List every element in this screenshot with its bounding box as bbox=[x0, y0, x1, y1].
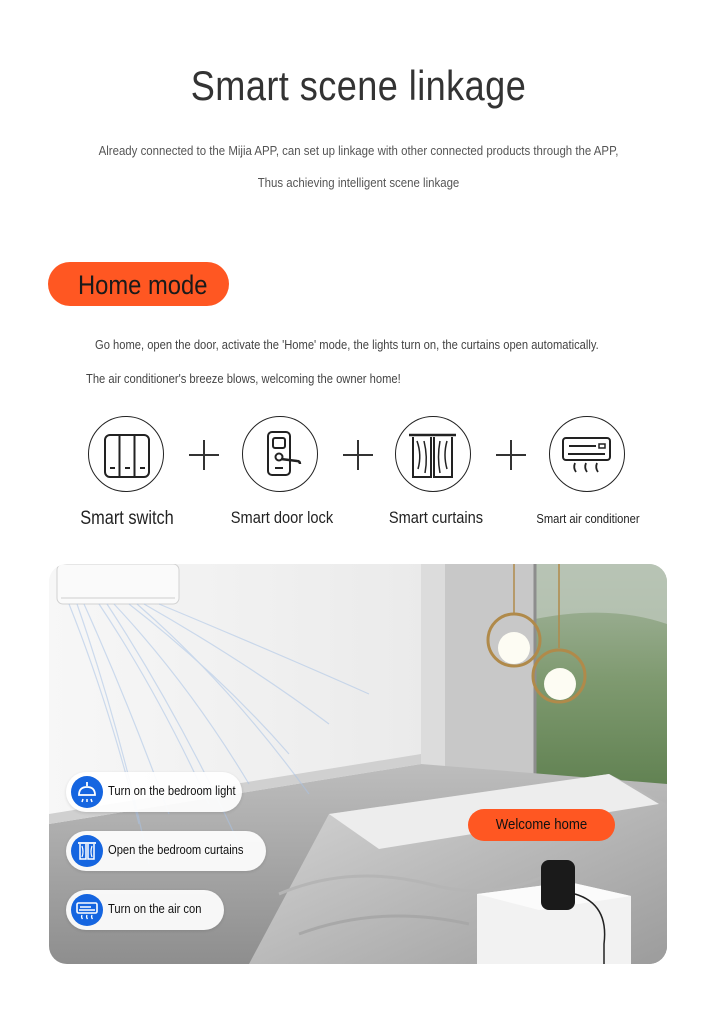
scene-action-light bbox=[66, 772, 242, 812]
ceiling-light-icon bbox=[71, 776, 103, 808]
welcome-home-text: Welcome home bbox=[495, 816, 588, 833]
scene-action-curtains bbox=[66, 831, 266, 871]
subtitle-line-2: Thus achieving intelligent scene linkage bbox=[257, 175, 460, 190]
subtitle-line-1: Already connected to the Mijia APP, can set up linkage with other connected products through the APP, bbox=[98, 143, 619, 158]
curtains-icon bbox=[396, 417, 469, 490]
air-conditioner-icon bbox=[71, 894, 103, 926]
air-conditioner-icon bbox=[550, 417, 623, 490]
page-title: Smart scene linkage bbox=[190, 62, 527, 109]
scene-action-light-label: Turn on the bedroom light bbox=[108, 783, 236, 798]
smart-curtains-circle bbox=[395, 416, 471, 492]
mode-description-line-2: The air conditioner's breeze blows, welcoming the owner home! bbox=[86, 371, 401, 386]
door-lock-icon bbox=[243, 417, 316, 490]
curtains-icon bbox=[71, 835, 103, 867]
plus-icon bbox=[343, 440, 373, 470]
device-label-smart-air-conditioner: Smart air conditioner bbox=[536, 511, 640, 526]
bedroom-scene-image bbox=[49, 564, 667, 964]
scene-action-curtains-label: Open the bedroom curtains bbox=[108, 842, 244, 857]
smart-switch-circle bbox=[88, 416, 164, 492]
smart-air-conditioner-circle bbox=[549, 416, 625, 492]
mode-title: Home mode bbox=[78, 270, 208, 300]
smart-door-lock-circle bbox=[242, 416, 318, 492]
wall-switch-icon bbox=[89, 417, 162, 490]
device-label-smart-door-lock: Smart door lock bbox=[230, 508, 334, 527]
plus-icon bbox=[189, 440, 219, 470]
mode-description-line-1: Go home, open the door, activate the 'Home' mode, the lights turn on, the curtains open automatically. bbox=[95, 337, 599, 352]
plus-icon bbox=[496, 440, 526, 470]
device-label-smart-switch: Smart switch bbox=[80, 508, 174, 529]
scene-action-air-con-label: Turn on the air con bbox=[108, 901, 202, 916]
device-label-smart-curtains: Smart curtains bbox=[388, 508, 484, 527]
welcome-home-bubble bbox=[468, 809, 615, 841]
scene-action-air-con bbox=[66, 890, 224, 930]
